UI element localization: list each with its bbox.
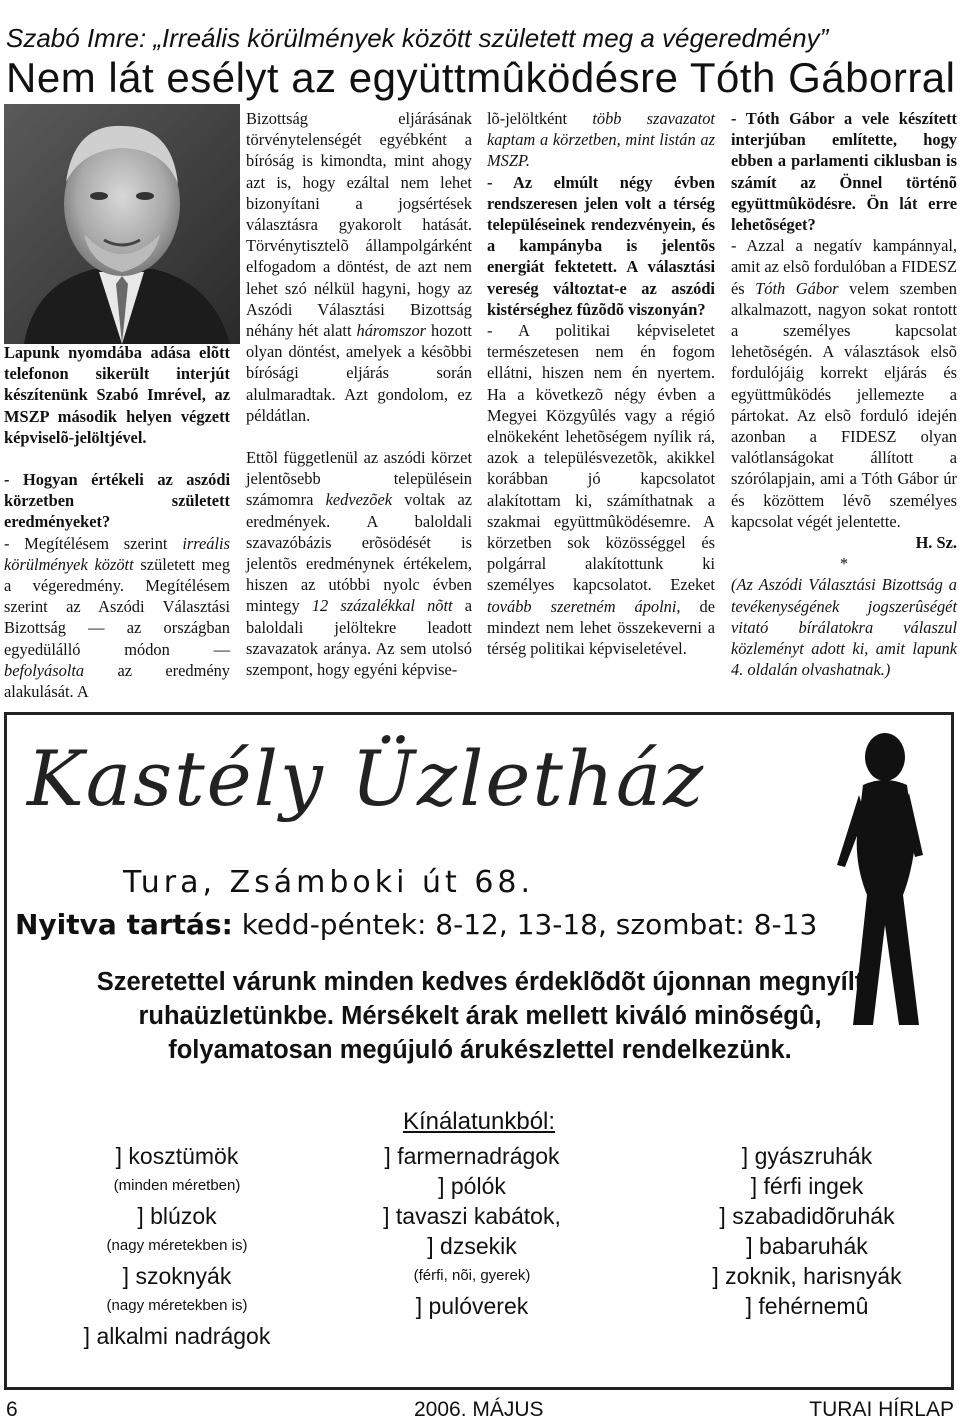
- advertisement: [4, 712, 954, 1390]
- paragraph: Ettõl függetlenül az aszódi körzet jelentõsebb településein számomra kedvezõek voltak az eredmények. A baloldali szavazóbázis erõsödését is jelentõs eredménynek értékelem, hiszen az utóbbi nyolc évben mintegy 12 százalékkal nõtt a baloldali jelöltekre leadott szavazatok aránya. Az sem utolsó szempont, hogy egyéni képvise-: [246, 448, 473, 680]
- interview-lead: Lapunk nyomdába adása elõtt telefonon sikerült interjút készítenünk Szabó Imrével, az MSZP második helyen végzett képviselõ-jelöltjével.: [4, 343, 230, 447]
- offer-item-note: (nagy méretekben is): [106, 1297, 248, 1314]
- offer-item: ] kosztümök: [17, 1141, 337, 1171]
- author-signature: H. Sz.: [915, 533, 957, 553]
- answer-2: - A politikai képviseletet természetesen nem én fogom ellátni, hiszen nem én nyertem. Ha a következõ négy évben a Megyei Közgyûlés vagy a régió elnökeként lehetõségem nyílik rá, azok a településvezetõk, akikkel korábban jó kapcsolatot alakítottam ki, számíthatnak a szakmai együttmûködésemre. A körzetben sok közösséggel és polgárral alakítottunk ki személyes kapcsolatot. Ezeket tovább szeretném ápolni, de mindezt nem lehet összekeverni a térség politikai képviseletével.: [487, 321, 715, 659]
- article-column-2: [246, 108, 472, 680]
- offer-item: ] gyászruhák: [647, 1141, 954, 1171]
- offer-list-1: [17, 1141, 337, 1351]
- offer-item: ] szabadidõruhák: [647, 1201, 954, 1231]
- offer-item: ] szoknyák: [17, 1261, 337, 1291]
- offer-item: ] pólók: [327, 1171, 617, 1201]
- paragraph: Bizottság eljárásának törvénytelenségét egyébként a bíróság is kimondta, mint ahogy azt is, hogy ezáltal nem lehet bizonyítani a jogsértések választásra gyakorolt hatását. Törvénytisztelõ állampolgárként elfogadom a döntést, de azt nem lehet szó nélkül hagyni, hogy az Aszódi Választási Bizottság néhány hét alatt háromszor hozott olyan döntést, amelyek a késõbbi bírósági eljárás során alulmaradtak. Azt gondolom, ez példátlan.: [246, 109, 472, 425]
- publication-name: TURAI HÍRLAP: [809, 1398, 954, 1421]
- offer-item: ] babaruhák: [647, 1231, 954, 1261]
- offer-item: ] tavaszi kabátok,: [327, 1201, 617, 1231]
- offer-item: ] blúzok: [17, 1201, 337, 1231]
- offer-item: ] farmernadrágok: [327, 1141, 617, 1171]
- ad-title: Kastély Üzletház: [27, 734, 706, 823]
- offer-item: ] pulóverek: [327, 1291, 617, 1321]
- offer-item-note: (nagy méretekben is): [106, 1237, 248, 1254]
- offer-item: ] fehérnemû: [647, 1291, 954, 1321]
- offer-list-2: [327, 1141, 617, 1321]
- offer-item-note: (minden méretben): [113, 1177, 241, 1194]
- answer-1: - Megítélésem szerint irreális körülmények között született meg a végeredmény. Megítélésem szerint az Aszódi Választási Bizottság — az országban egyedülálló módon — befolyásolta az eredmény alakulását. A: [4, 533, 231, 702]
- offer-list-3: [647, 1141, 954, 1321]
- portrait-image: [4, 104, 240, 344]
- answer-3: - Azzal a negatív kampánnyal, amit az elsõ fordulóban a FIDESZ és Tóth Gábor velem szemben alkalmazott, nagyon sokat rontott a személyes kapcsolat lehetõségén. A választások elsõ fordulójáig korrekt eljárás és együttmûködés jellemezte a pártokat. Az elsõ forduló idején azonban a FIDESZ olyan valótlanságokat állított a szórólapjain, ami a Tóth Gábor úr és közöttem lévõ személyes kapcsolat végét jelentette.: [731, 236, 957, 531]
- portrait-photo: [4, 104, 240, 344]
- offer-item-note: (férfi, nõi, gyerek): [413, 1267, 531, 1284]
- question-2: - Az elmúlt négy évben rendszeresen jelen volt a térség településeinek rendezvényein, és a kampányba is jelentõs energiát fektetett. A választási vereség változtat-e az aszódi kistérséghez fûzõdõ viszonyán?: [487, 172, 715, 319]
- article-subtitle: Szabó Imre: „Irreális körülmények között született meg a végeredmény”: [6, 23, 829, 53]
- article-column-1: [4, 342, 230, 702]
- paragraph: lõ-jelöltként több szavazatot kaptam a körzetben, mint listán az MSZP.: [487, 109, 715, 171]
- offer-item: ] dzsekik: [327, 1231, 617, 1261]
- ad-address: Tura, Zsámboki út 68.: [123, 865, 535, 900]
- offer-item: ] zoknik, harisnyák: [647, 1261, 954, 1291]
- offer-item: ] férfi ingek: [647, 1171, 954, 1201]
- ad-intro: Szeretettel várunk minden kedves érdeklõdõt újonnan megnyílt ruhaüzletünkbe. Mérsékelt árak mellett kiváló minõségû, folyamatosan megújuló árukészlettel rendelkezünk.: [96, 968, 864, 1064]
- question-3: - Tóth Gábor a vele készített interjúban említette, hogy ebben a parlamenti ciklusban is számít az Önnel történõ együttmûködésre. Ön lát erre lehetõséget?: [731, 109, 957, 235]
- offer-item: ] alkalmi nadrágok: [17, 1321, 337, 1351]
- issue-date: 2006. MÁJUS: [414, 1398, 544, 1421]
- separator: *: [839, 554, 849, 574]
- article-column-4: [731, 108, 957, 680]
- ad-opening-hours: Nyitva tartás: kedd-péntek: 8-12, 13-18, szombat: 8-13: [15, 908, 818, 941]
- editor-note: (Az Aszódi Választási Bizottság a tevékenységének jogszerûségét vitató bírálatokra válaszul közleményt adott ki, amit lapunk 4. oldalán olvashatnak.): [731, 575, 957, 680]
- article-headline: Nem lát esélyt az együttmûködésre Tóth Gáborral: [6, 54, 956, 101]
- page-number: 6: [6, 1398, 18, 1421]
- ad-offer-heading: Kínálatunkból:: [402, 1108, 556, 1135]
- question-1: - Hogyan értékeli az aszódi körzetben született eredményeket?: [4, 470, 230, 532]
- article-column-3: [487, 108, 715, 659]
